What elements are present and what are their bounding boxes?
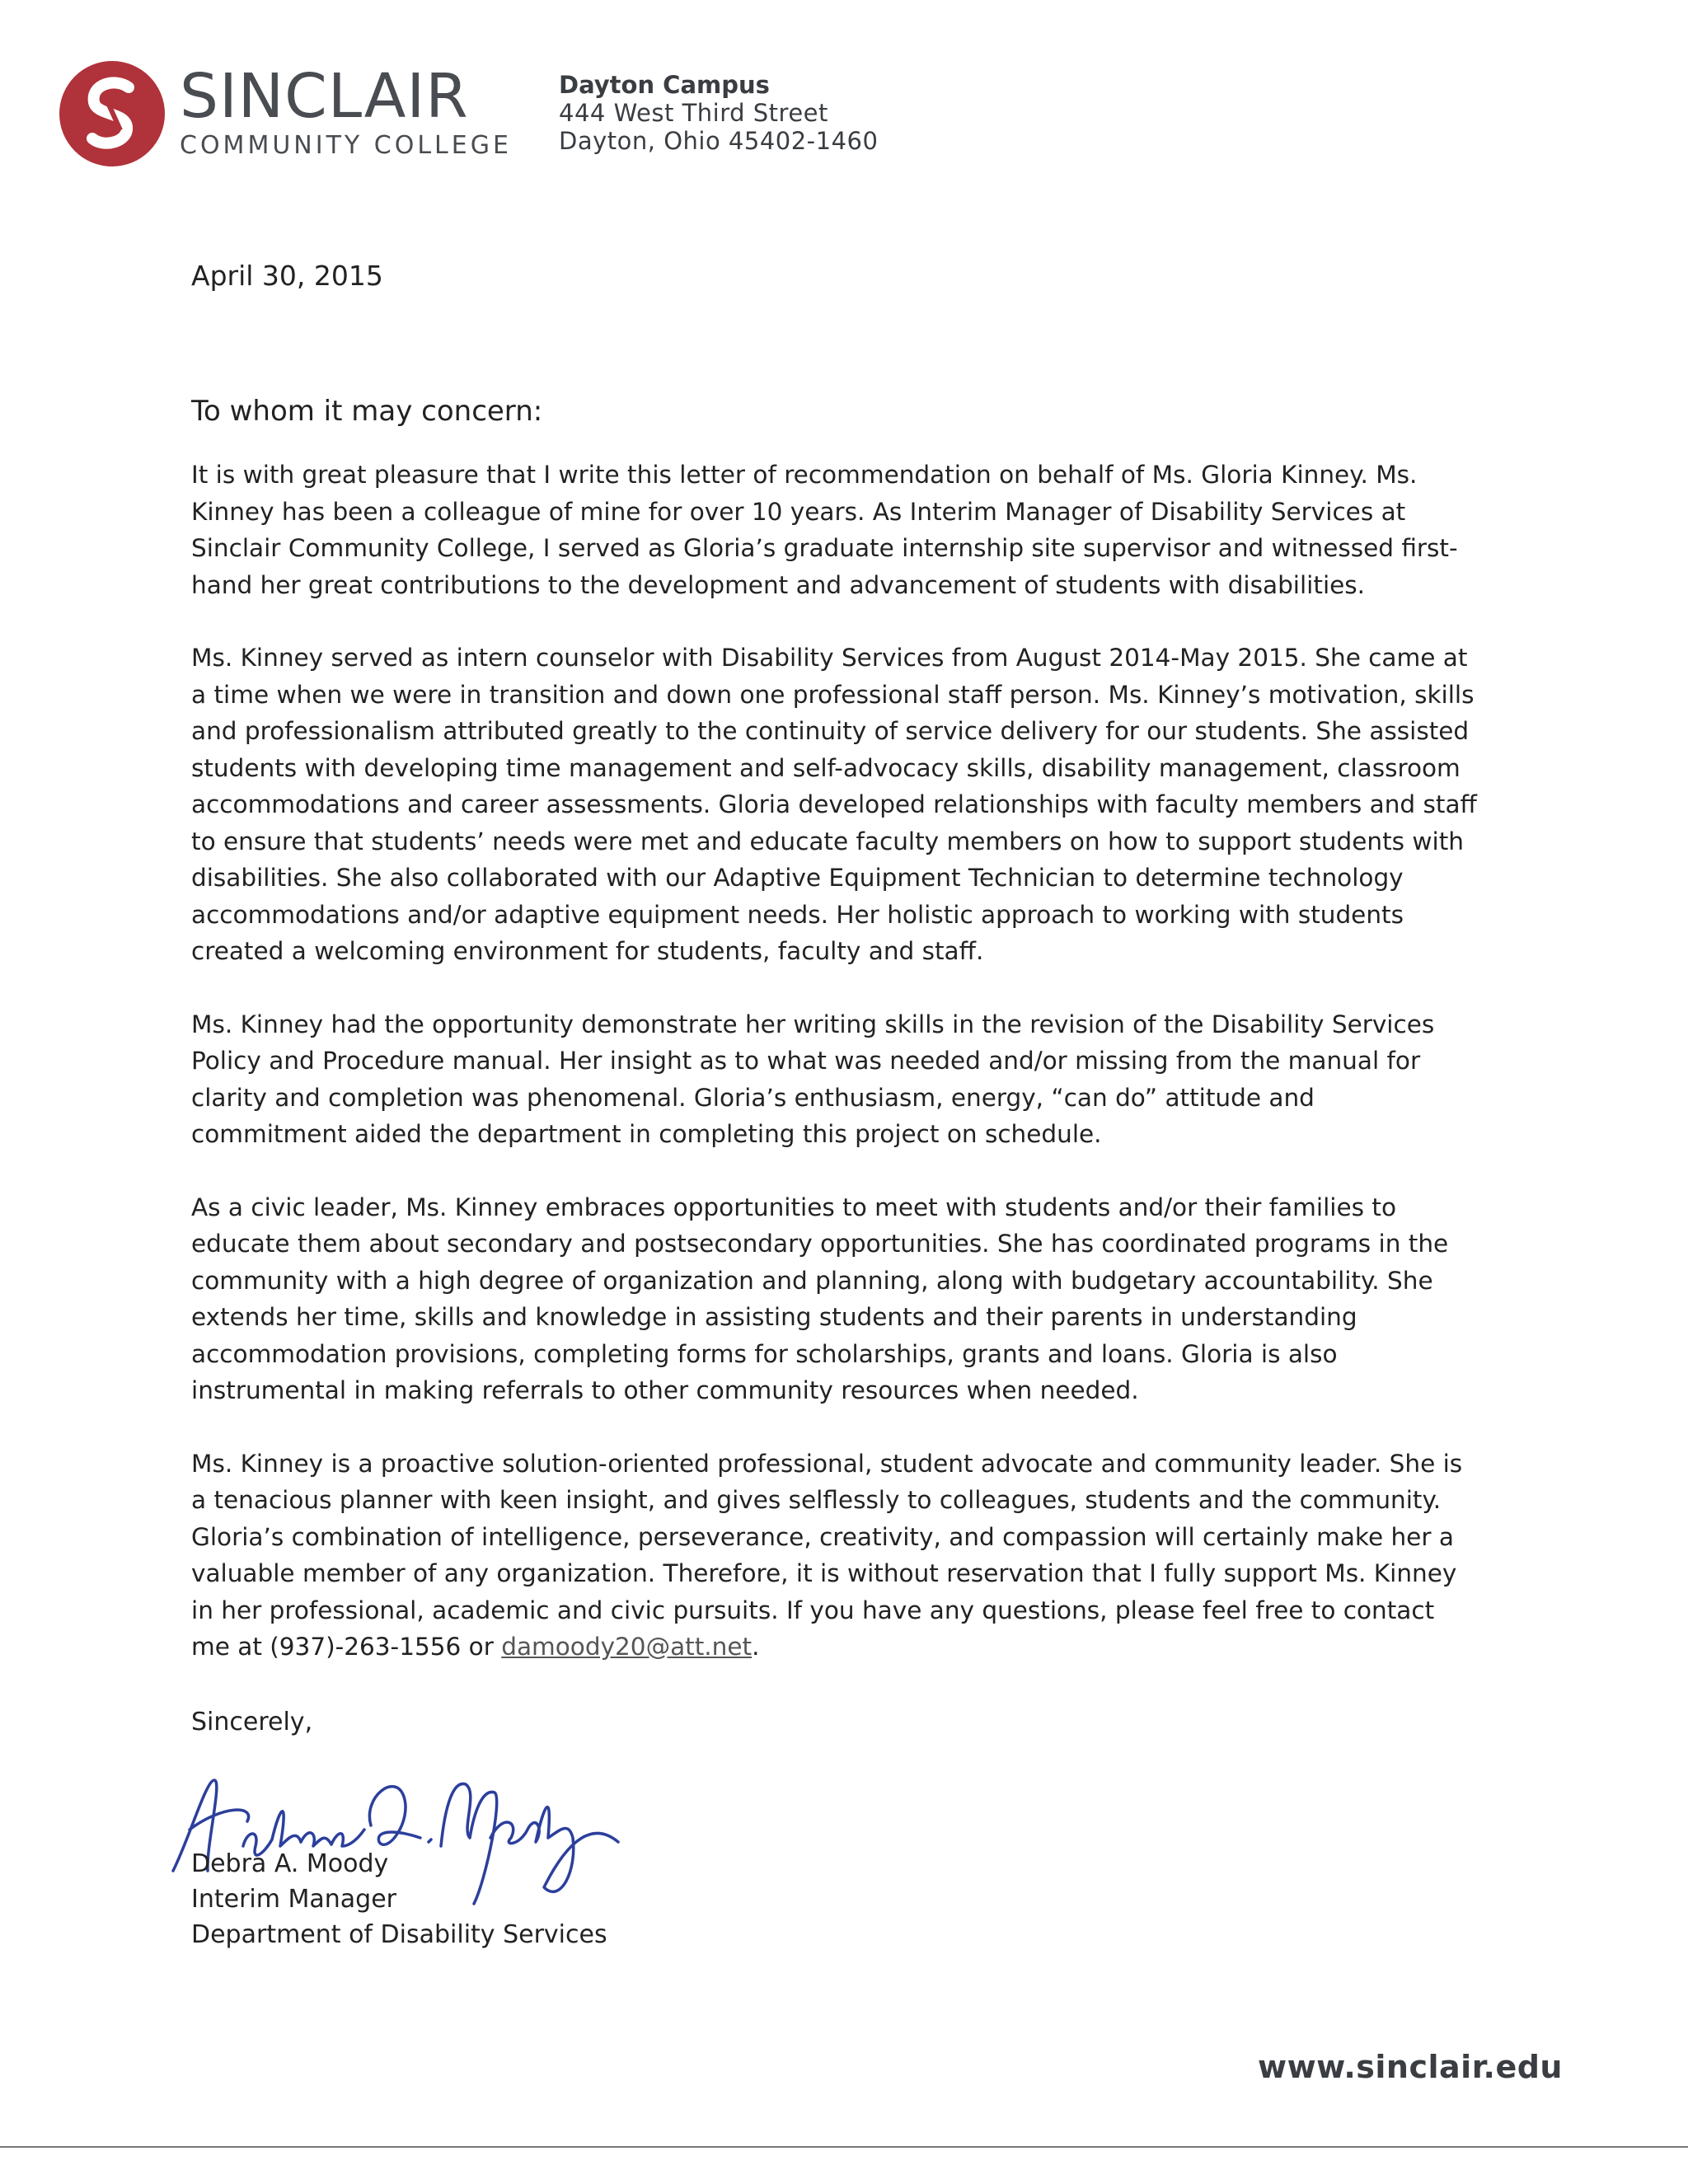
address-city: Dayton, Ohio 45402-1460 — [559, 127, 879, 155]
bottom-divider — [0, 2146, 1688, 2148]
signer-title: Interim Manager — [191, 1885, 397, 1914]
paragraph-end: . — [752, 1633, 760, 1661]
letter-date: April 30, 2015 — [191, 260, 383, 292]
signature-block — [191, 1846, 1477, 1952]
campus-name: Dayton Campus — [559, 71, 770, 99]
website-url: www.sinclair.edu — [1257, 2049, 1563, 2085]
email-link[interactable]: damoody20@att.net — [501, 1633, 753, 1661]
paragraph-contact — [191, 1446, 1477, 1666]
closing: Sincerely, — [191, 1708, 313, 1736]
college-subtitle: COMMUNITY COLLEGE — [180, 131, 512, 160]
salutation: To whom it may concern: — [191, 395, 543, 428]
letter-body — [191, 457, 1477, 1702]
paragraph: As a civic leader, Ms. Kinney embraces opportunities to meet with students and/or their families to educate them about secondary and postsecondary opportunities. She has coordinated programs in the community with a high degree of organization and planning, along with budgetary accountability. She extends her time, skills and knowledge in assisting students and their parents in understanding accommodation provisions, completing forms for scholarships, grants and loans. Gloria is also instrumental in making referrals to other community resources when needed. — [191, 1193, 1449, 1404]
college-wordmark — [180, 61, 512, 160]
sinclair-logo-icon — [58, 59, 166, 168]
paragraph: It is with great pleasure that I write this letter of recommendation on behalf of Ms. Gloria Kinney. Ms. Kinney has been a colleague of mine for over 10 years. As Interim Manager of Disability Services at Sinclair Community College, I served as Gloria’s graduate internship site supervisor and witnessed first-hand her great contributions to the development and advancement of students with disabilities. — [191, 461, 1458, 599]
signer-name: Debra A. Moody — [191, 1849, 389, 1878]
address-street: 444 West Third Street — [559, 99, 828, 127]
paragraph: Ms. Kinney had the opportunity demonstrate her writing skills in the revision of the Disability Services Policy and Procedure manual. Her insight as to what was needed and/or missing from the manual for clarity and completion was phenomenal. Gloria’s enthusiasm, energy, “can do” attitude and commitment aided the department in completing this project on schedule. — [191, 1010, 1435, 1148]
paragraph: Ms. Kinney served as intern counselor with Disability Services from August 2014-May 2015. She came at a time when we were in transition and down one professional staff person. Ms. Kinney’s motivation, skills and professionalism attributed greatly to the continuity of service delivery for our students. She assisted students with developing time management and self-advocacy skills, disability management, classroom accommodations and career assessments. Gloria developed relationships with faculty members and staff to ensure that students’ needs were met and educate faculty members on how to support students with disabilities. She also collaborated with our Adaptive Equipment Technician to determine technology accommodations and/or adaptive equipment needs. Her holistic approach to working with students created a welcoming environment for students, faculty and staff. — [191, 644, 1477, 965]
college-name: SINCLAIR — [180, 61, 469, 132]
signer-department: Department of Disability Services — [191, 1920, 607, 1949]
paragraph-text: Ms. Kinney is a proactive solution-oriented professional, student advocate and community leader. She is a tenacious planner with keen insight, and gives selflessly to colleagues, students and the community. Gloria’s combination of intelligence, perseverance, creativity, and compassion will certainly make her a valuable member of any organization. Therefore, it is without reservation that I fully support Ms. Kinney in her professional, academic and civic pursuits. If you have any questions, please feel free to contact me at (937)-263-1556 or — [191, 1449, 1463, 1661]
campus-address — [559, 71, 878, 155]
